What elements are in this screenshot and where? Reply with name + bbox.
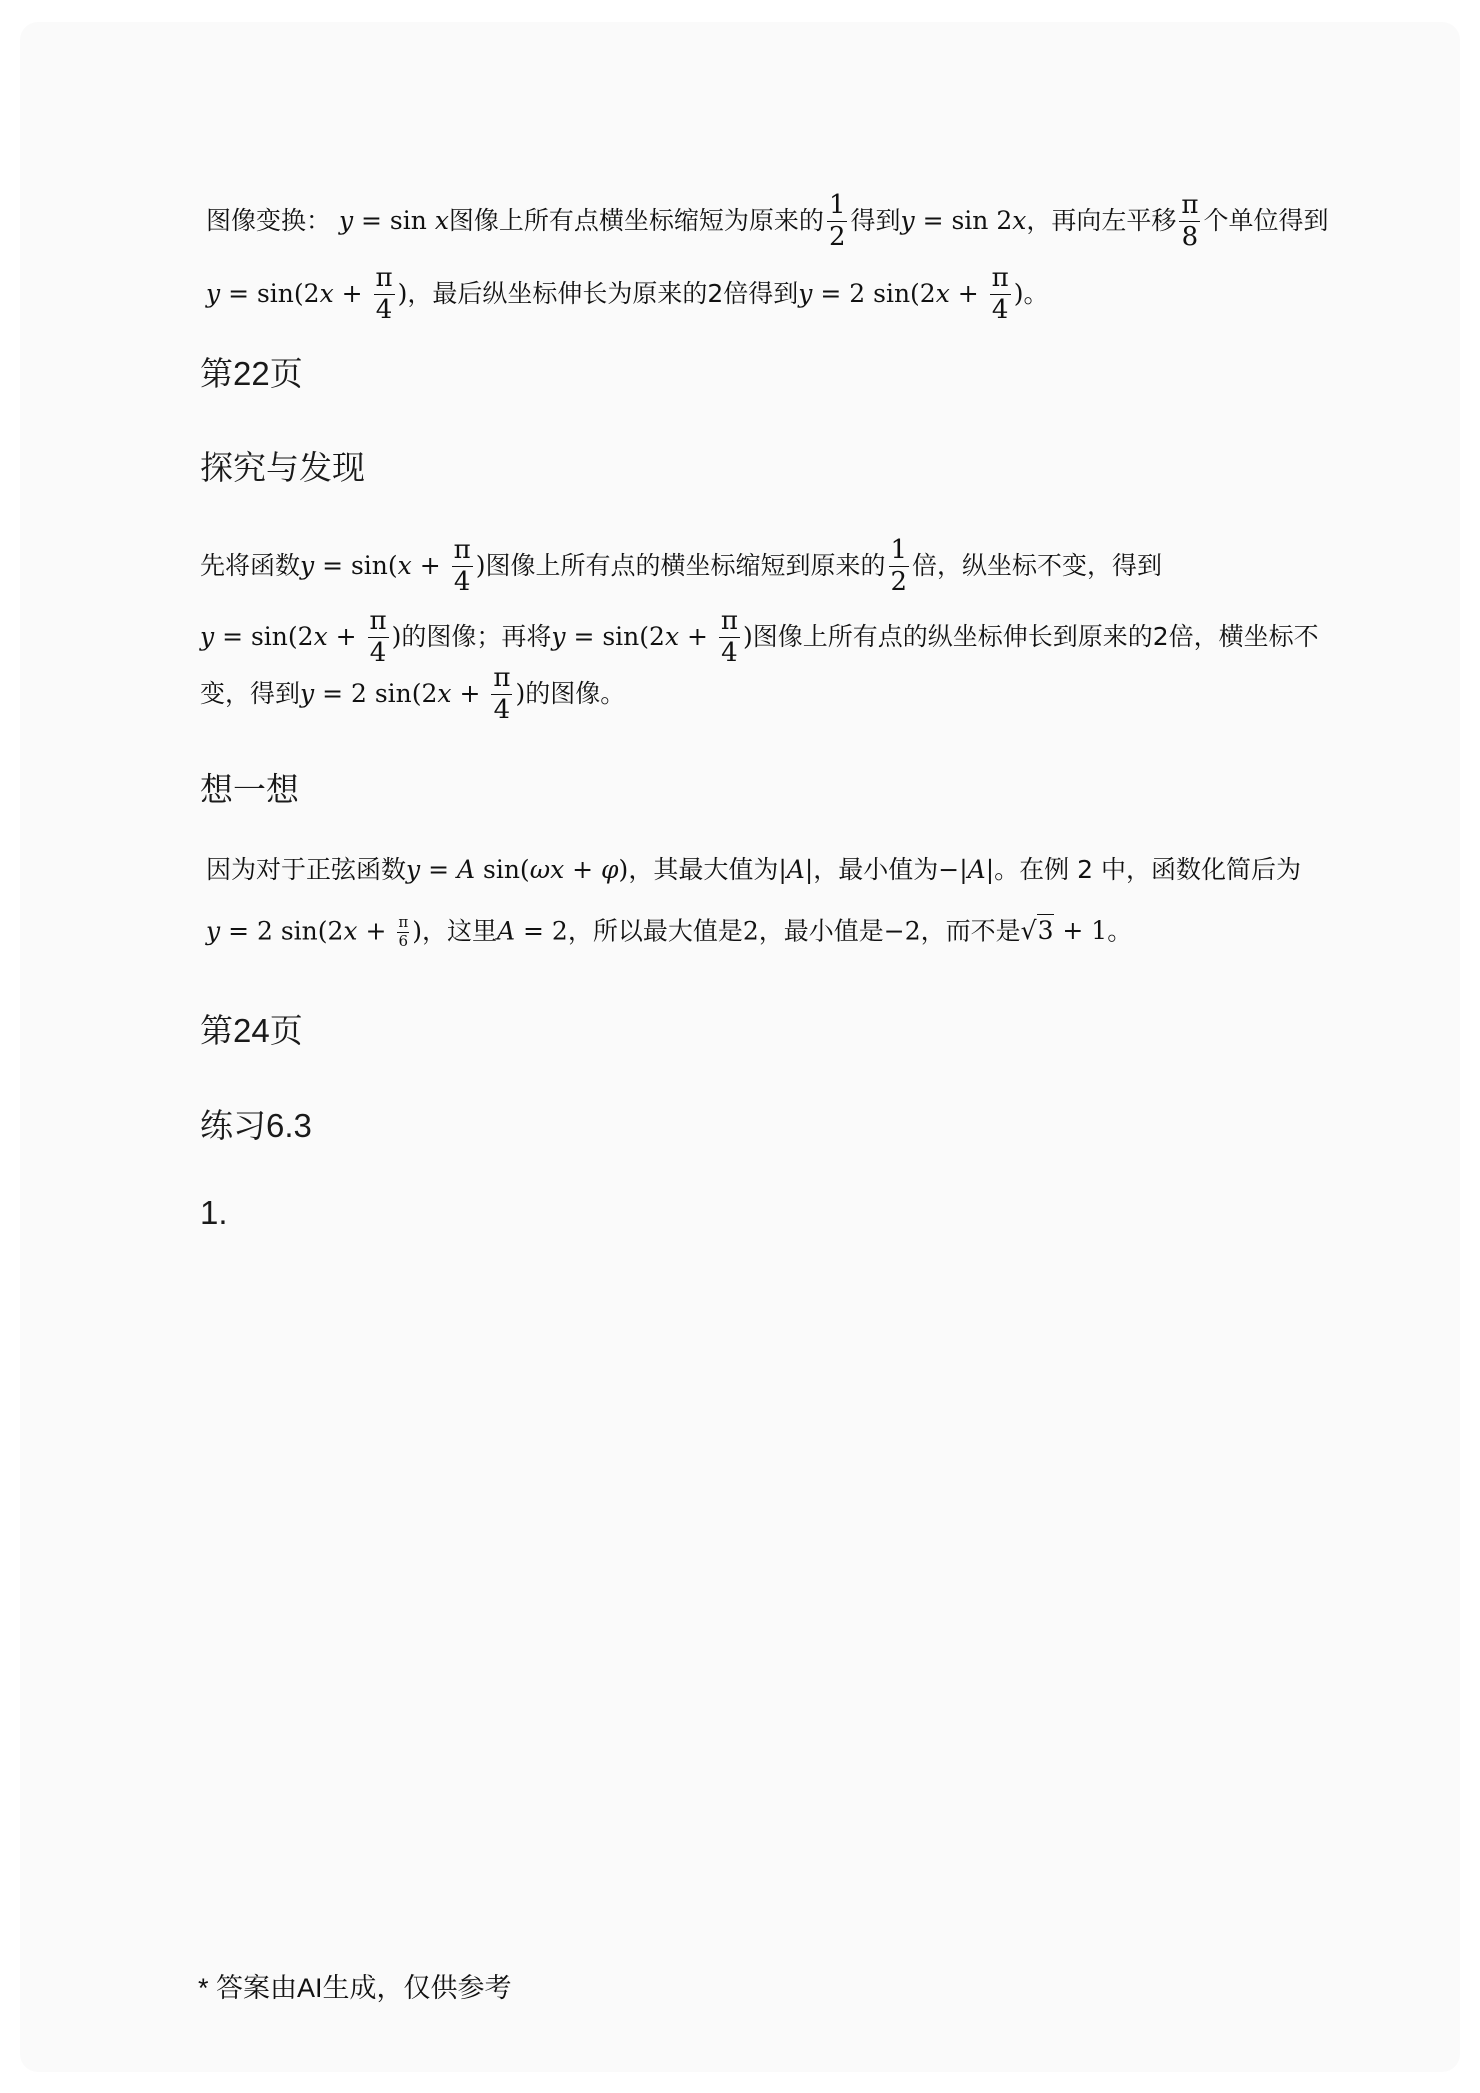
explore-line-1: 先将函数y = sin(x + $\frac{\pi}{4}$ )图像上所有点的横坐标缩短到原来的 $\frac{1}{2}$ 倍，纵坐标不变，得到 <box>200 535 1163 598</box>
exercise-item-1: 1. <box>200 1194 228 1231</box>
transform-line-2: y = sin(2x + $\frac{\pi}{4}$ )，最后纵坐标伸长为原来的2倍得到y = 2 sin(2x + $\frac{\pi}{4}$ )。 <box>206 263 1049 326</box>
explore-line-3: 变，得到y = 2 sin(2x + $\frac{\pi}{4}$ )的图像。 <box>200 663 626 726</box>
heading-think: 想一想 <box>200 771 299 808</box>
heading-explore: 探究与发现 <box>200 449 365 486</box>
ai-disclaimer: * 答案由AI生成，仅供参考 <box>198 1973 512 2003</box>
think-line-1: 因为对于正弦函数y = A sin(ωx + φ)，其最大值为|A|，最小值为−|A|。在例 2 中，函数化简后为 <box>206 855 1301 884</box>
heading-page-24: 第24页 <box>200 1012 303 1049</box>
explore-line-2: y = sin(2x + $\frac{\pi}{4}$ )的图像；再将y = sin(2x + $\frac{\pi}{4}$ )图像上所有点的纵坐标伸长到原来的2倍，横坐标不 <box>200 606 1319 669</box>
think-line-2: y = 2 sin(2x + $\frac{\pi}{6}$ )，这里A = 2，所以最大值是2，最小值是−2，而不是√3 + 1。 <box>206 913 1133 950</box>
transform-line-1: 图像变换： y = sin x图像上所有点横坐标缩短为原来的 $\frac{1}{2}$ 得到y = sin 2x，再向左平移 $\frac{\pi}{8}$ 个单位得到 <box>206 190 1329 253</box>
document-page <box>20 22 1460 2072</box>
heading-exercise: 练习6.3 <box>200 1107 312 1144</box>
heading-page-22: 第22页 <box>200 355 303 392</box>
